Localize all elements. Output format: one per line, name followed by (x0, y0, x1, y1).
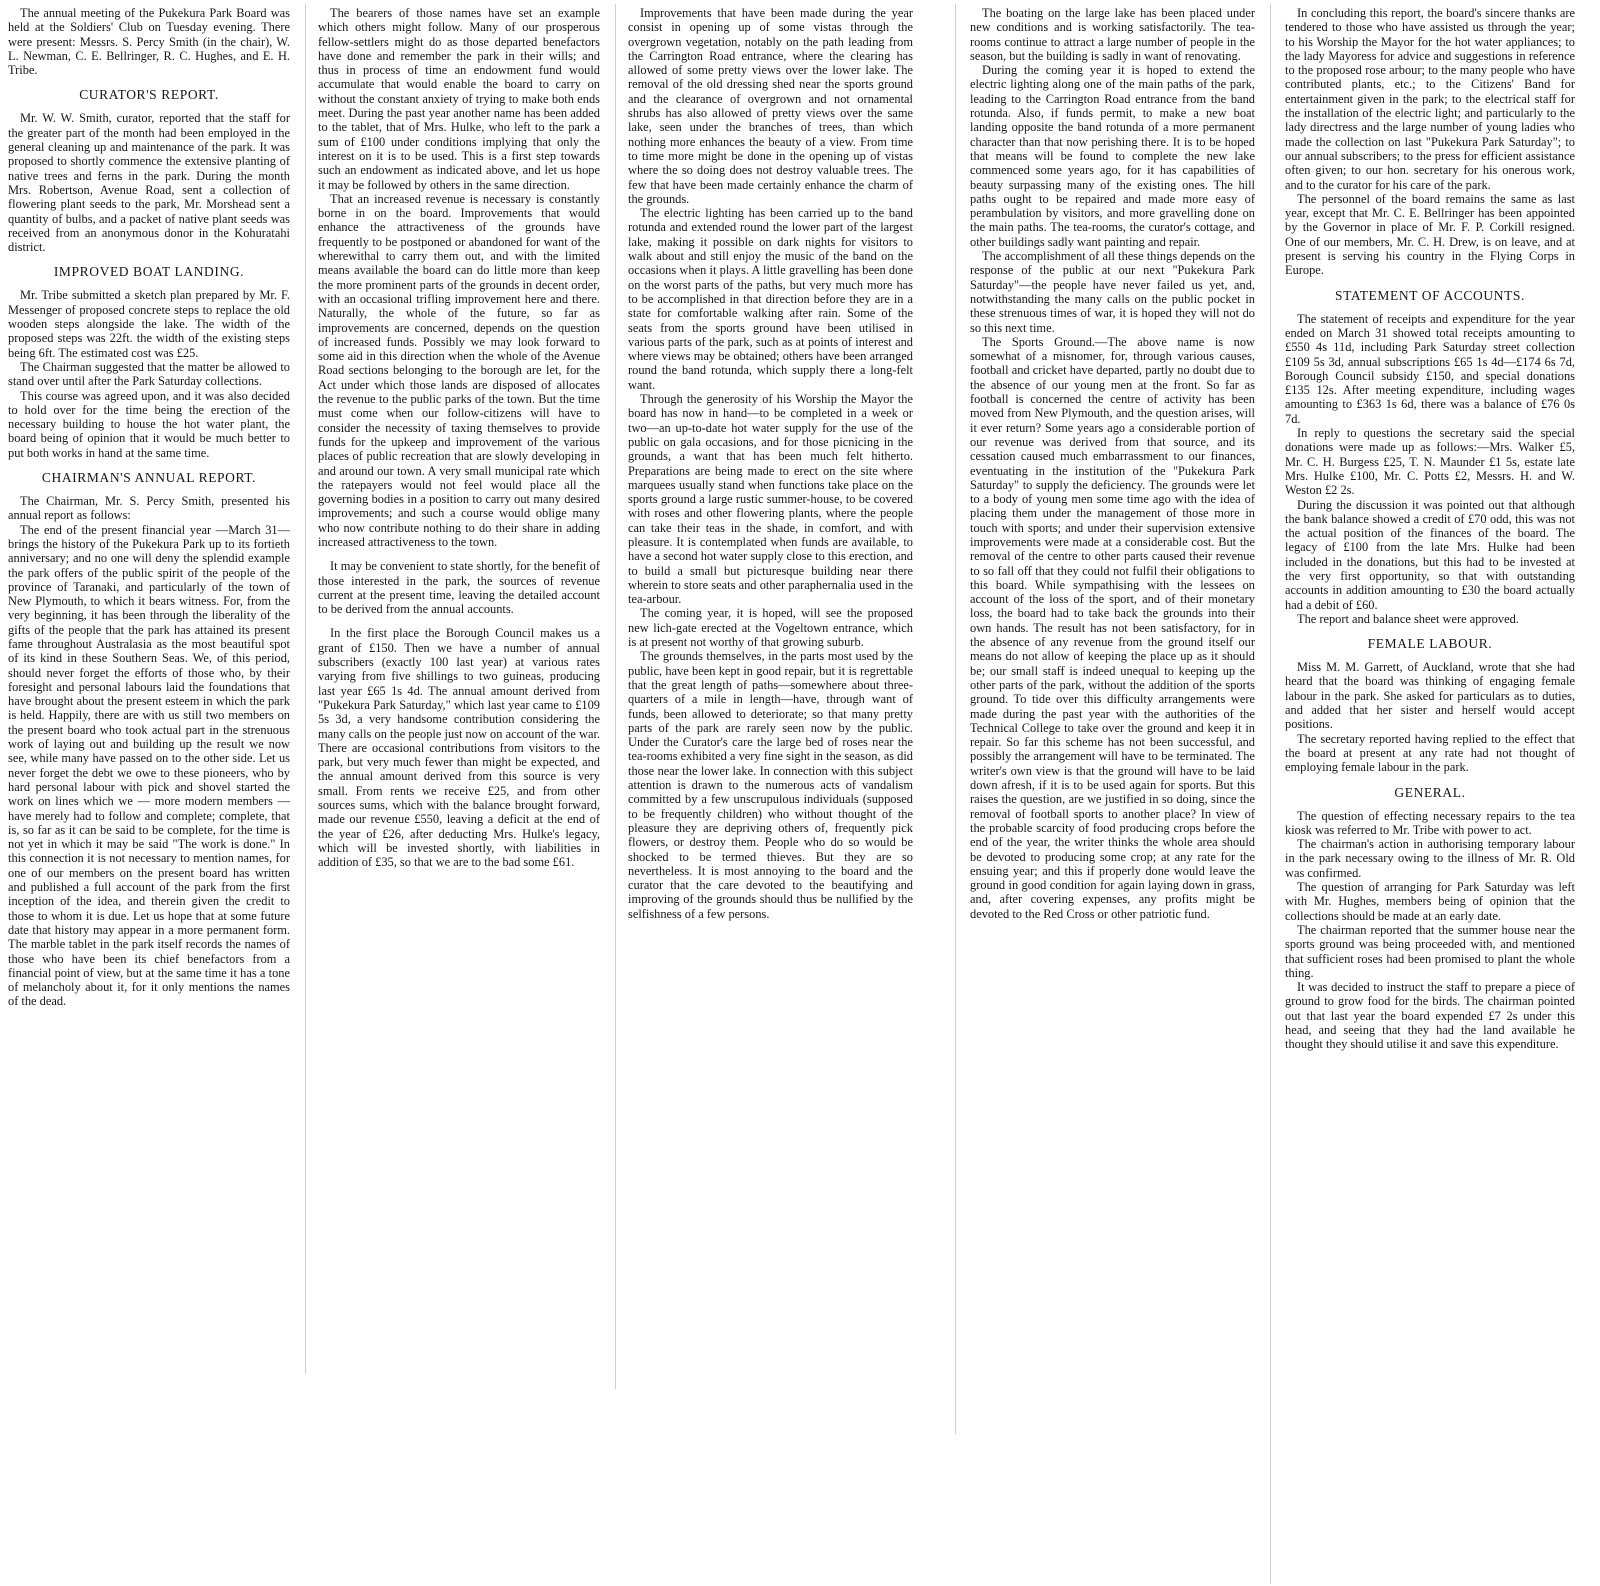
column-rule (1270, 4, 1271, 1584)
paragraph: It may be convenient to state shortly, for the benefit of those interested in the park, the sources of revenue current at the present time, leaving the detailed account to be derived from the annual accounts. (318, 559, 600, 617)
section-heading: IMPROVED BOAT LANDING. (53, 264, 245, 280)
paragraph: The Chairman suggested that the matter be allowed to stand over until after the Park Saturday collections. (8, 359, 290, 389)
paragraph: This course was agreed upon, and it was also decided to hold over for the time being the erection of the necessary building to house the hot water plant, the board being of opinion that it would be much better to put both works in hand at the same time. (8, 388, 290, 460)
section-heading: CHAIRMAN'S ANNUAL REPORT. (41, 470, 257, 486)
column-1 (8, 6, 290, 1009)
paragraph: The chairman's action in authorising temporary labour in the park necessary owing to the illness of Mr. R. Old was confirmed. (1285, 837, 1575, 880)
column-rule (305, 4, 306, 1374)
paragraph: The report and balance sheet were approved. (1297, 611, 1519, 626)
paragraph: The accomplishment of all these things depends on the response of the public at our next "Pukekura Park Saturday"—the people have never failed us yet, and, notwithstanding the many calls on the public pocket in these strenuous times of war, it is hoped they will not do so this next time. (970, 249, 1255, 335)
section-heading: FEMALE LABOUR. (1367, 636, 1493, 652)
paragraph: The end of the present financial year —March 31—brings the history of the Pukekura Park up to its fortieth anniversary; and no one will deny the splendid example the park offers of the public spirit of the people of the province of Taranaki, and particularly of the town of New Plymouth, to which it bears witness. For, from the very beginning, it has been through the liberality of the gifts of the people that the park has attained its present fame throughout Australasia as the most beautiful spot of its kind in these Southern Seas. We, of this period, should never forget the efforts of those who, by their foresight and personal labours laid the foundations that have brought about the present esteem in which the park is held. Happily, there are with us still two members on the present board who took actual part in the strenuous work of laying out and building up the result we now see, while many have passed on to the other side. Let us never forget the debt we owe to these pioneers, who by hard personal labour with pick and shovel started the work on lines which we — more modern members — have merely had to follow and complete; complete, that is, so far as it can be said to be complete, for the time is not yet in which it may be said "The work is done." In this connection it is not necessary to mention names, for one of our members on the present board has written and published a full account of the park from the first inception of the idea, and therein given the credit to those to whom it is due. Let us hope that at some future date that history may appear in a more permanent form. The marble tablet in the park itself records the names of those who have been its chief benefactors from a financial point of view, but at the same time it has a tone of melancholy about it, for it only mentions the names of the dead. (8, 522, 290, 1009)
paragraph: In concluding this report, the board's sincere thanks are tendered to those who have assisted us through the year; to his Worship the Mayor for the hot water appliances; to the lady Mayoress for advice and suggestions in reference to the proposed rose arbour; to the many people who have contributed plants, etc.; to the Citizens' Band for entertainment given in the park; to the electrical staff for the installation of the electric light; and particularly to the lady directress and the large number of young ladies who made the collection on last "Pukekura Park Saturday"; to our annual subscribers; to the press for efficient assistance often given; to our hon. secretary for his onerous work, and to the curator for his care of the park. (1285, 6, 1575, 192)
section-heading: STATEMENT OF ACCOUNTS. (1334, 287, 1526, 303)
paragraph: The Sports Ground.—The above name is now somewhat of a misnomer, for, through various causes, football and cricket have departed, partly no doubt due to the absence of our young men at the front. So far as football is concerned the centre of activity has been moved from New Plymouth, and the question arises, will it ever return? Some years ago a considerable portion of our revenue was derived from that source, and its cessation caused much embarrassment to our finances, eventuating in the institution of the "Pukekura Park Saturday" to supply the deficiency. The grounds were let to a body of young men some time ago with the idea of placing them under the management of those more in touch with sports; and under their supervision extensive improvements were made at a considerable cost. But the removal of the centre to other parts caused their revenue to so fall off that they could not fulfil their obligations to this board. While sympathising with the lessees on account of the loss of the sport, and of their monetary loss, the board had to take back the grounds into their own hands. The result has not been satisfactory, for in the absence of any revenue from the ground itself our means do not allow of keeping the place up as it should be; our small staff is indeed unequal to keeping up the other parts of the park, without the addition of the sports ground. To tide over this difficulty arrangements were made during the past year with the authorities of the Technical College to take over the ground and keep it in repair. So far this scheme has not been successful, and possibly the arrangement will have to be terminated. The writer's own view is that the ground will have to be laid down afresh, if it is to be used again for sports. But this raises the question, are we justified in so doing, since the removal of football sports to another place? In view of the probable scarcity of food producing crops before the end of the year, the writer thinks the whole area should be devoted to producing some crop; at any rate for the ensuing year; and this if properly done would leave the ground in good condition for again laying down in grass, and, after covering expenses, any profits might be devoted to the Red Cross or other patriotic fund. (970, 334, 1255, 921)
section-heading: CURATOR'S REPORT. (79, 87, 219, 103)
column-rule (955, 4, 956, 1434)
paragraph: The coming year, it is hoped, will see the proposed new lich-gate erected at the Vogeltown entrance, which is at present not worthy of that growing suburb. (628, 606, 913, 650)
paragraph: The bearers of those names have set an example which others might follow. Many of our prosperous fellow-settlers might do as those departed benefactors have done and remember the park in their wills; and thus in process of time an endowment fund would accumulate that would enable the board to carry on without the constant anxiety of trying to make both ends meet. During the past year another name has been added to the tablet, that of Mrs. Hulke, who left to the park a sum of £100 under conditions implying that only the interest on it is to be used. This is a first step towards such an endowment as indicated above, and let us hope it may be followed by others in the same direction. (318, 6, 600, 192)
paragraph: The question of effecting necessary repairs to the tea kiosk was referred to Mr. Tribe with power to act. (1285, 808, 1575, 837)
paragraph: The electric lighting has been carried up to the band rotunda and extended round the lower part of the largest lake, making it possible on dark nights for visitors to walk about and still enjoy the music of the band on the occasions when it plays. A little gravelling has been done on the worst parts of the paths, but very much more has to be accomplished in that direction before they are in a state for comfortable walking after rain. Some of the seats from the sports ground have been utilised in various parts of the park, such as at points of interest and where views may be obtained; others have been arranged round the band rotunda, which supply there a long-felt want. (628, 206, 913, 392)
paragraph: The secretary reported having replied to the effect that the board at present at any rate had not thought of employing female labour in the park. (1285, 731, 1575, 775)
paragraph: Mr. W. W. Smith, curator, reported that the staff for the greater part of the month had been employed in the general cleaning up and maintenance of the park. It was proposed to shortly commence the extensive planting of native trees and ferns in the park. During the month Mrs. Robertson, Avenue Road, sent a collection of flowering plant seeds to the park, Mr. Morshead sent a quantity of bulbs, and a packet of native plant seeds was received from an anonymous donor in the Kohuratahi district. (8, 111, 290, 255)
column-5 (1285, 6, 1575, 1052)
column-2 (318, 6, 600, 870)
paragraph: The grounds themselves, in the parts most used by the public, have been kept in good repair, but it is regrettable that the great length of paths—somewhere about three-quarters of a mile in length—have, through want of funds, been allowed to deteriorate; so that many pretty parts of the park are rarely seen now by the public. Under the Curator's care the large bed of roses near the tea-rooms exhibited a very fine sight in the season, as did those near the lower lake. In connection with this subject attention is drawn to the numerous acts of vandalism committed by a few unscrupulous individuals (supposed to be frequently children) who without thought of the pleasure they are depriving others of, frequently pick flowers, or destroy them. People who do so would be shocked to be termed thieves. But they are so nevertheless. It is most annoying to the board and the curator that the care devoted to the beautifying and improving of the grounds should thus be nullified by the selfishness of a few persons. (628, 649, 913, 921)
paragraph: In reply to questions the secretary said the special donations were made up as follows:—Mrs. Walker £5, Mr. C. H. Burgess £25, T. N. Maunder £1 5s, estate late Mrs. Hulke £100, Mr. C. Potts £2, Messrs. H. and W. Weston £2 2s. (1285, 426, 1575, 498)
column-4 (970, 6, 1255, 921)
column-rule (615, 4, 616, 1389)
paragraph: During the coming year it is hoped to extend the electric lighting along one of the main paths of the park, leading to the Carrington Road entrance from the band rotunda. Also, if funds permit, to make a new boat landing opposite the band rotunda of a more permanent character than that now perishing there. It is to be hoped that means will be found to complete the new lake commenced some years ago, for it has capabilities of beauty surpassing many of the existing ones. The hill paths ought to be repaired and made more easy of perambulation by visitors, and more gravelling done on the main paths. The tea-rooms, the curator's cottage, and other buildings sadly want painting and repair. (970, 63, 1255, 249)
paragraph: The chairman reported that the summer house near the sports ground was being proceeded with, and mentioned that sufficient roses had been promised to plant the whole thing. (1285, 922, 1575, 980)
paragraph: Improvements that have been made during the year consist in opening up of some vistas through the overgrown vegetation, notably on the path leading from the Carrington Road entrance, where the clearing has allowed of some pretty views over the lower lake. The removal of the old dressing shed near the sports ground and the clearance of overgrown and not ornamental shrubs has also allowed of pretty views over the same lake, seen under the branches of trees, than which nothing more enhances the beauty of a view. From time to time more might be done in the opening up of vistas where the so doing does not destroy valuable trees. The few that have been made certainly enhance the charm of the grounds. (628, 6, 913, 206)
paragraph: In the first place the Borough Council makes us a grant of £150. Then we have a number of annual subscribers (exactly 100 last year) at various rates varying from five shillings to two guineas, producing last year £65 1s 4d. The annual amount derived from "Pukekura Park Saturday," which last year came to £109 5s 3d, a very handsome contribution considering the many calls on the people just now on account of the war. There are occasional contributions from visitors to the park, but very much fewer than might be expected, and the annual amount derived from this source is very small. From rents we receive £25, and from other sources sums, which with the balance brought forward, made our revenue £550, leaving a deficit at the end of the year of £26, after deducting Mrs. Hulke's legacy, which will be invested shortly, with liabilities in addition of £35, so that we are to the bad some £61. (318, 626, 600, 870)
paragraph: The personnel of the board remains the same as last year, except that Mr. C. E. Bellringer has been appointed by the Governor in place of Mr. F. P. Corkill resigned. One of our members, Mr. C. H. Drew, is on leave, and at present is serving his country in the Flying Corps in Europe. (1285, 191, 1575, 278)
paragraph: The question of arranging for Park Saturday was left with Mr. Hughes, members being of opinion that the collections should be made at an early date. (1285, 880, 1575, 923)
paragraph: The Chairman, Mr. S. Percy Smith, presented his annual report as follows: (8, 494, 290, 523)
paragraph: Miss M. M. Garrett, of Auckland, wrote that she had heard that the board was thinking of engaging female labour in the park. She asked for particulars as to duties, and added that her sister and herself would accept positions. (1285, 660, 1575, 732)
column-3 (628, 6, 913, 921)
paragraph: Through the generosity of his Worship the Mayor the board has now in hand—to be completed in a week or two—an up-to-date hot water supply for the use of the public on gala occasions, and for those picnicing in the grounds, a want that has been much felt hitherto. Preparations are being made to erect on the site where marquees usually stand when functions take place on the sports ground a large rustic summer-house, to be covered with roses and other flowering plants, where the people can take their teas in the shade, in comfort, and with pleasure. It is contemplated when funds are available, to have a second hot water supply close to this erection, and to build a small but picturesque building near there wherein to store seats and other paraphernalia used in the tea-arbour. (628, 392, 913, 607)
paragraph: Mr. Tribe submitted a sketch plan prepared by Mr. F. Messenger of proposed concrete steps to replace the old wooden steps alongside the lake. The width of the proposed steps was 22ft. the width of the existing steps being 6ft. The estimated cost was £25. (8, 288, 290, 360)
section-heading: GENERAL. (1394, 784, 1466, 800)
paragraph: The statement of receipts and expenditure for the year ended on March 31 showed total receipts amounting to £550 4s 11d, including Park Saturday street collection £109 5s 3d, annual subscriptions £65 1s 4d—£174 6s 7d, Borough Council subsidy £150, and special donations £135 12s. After meeting expenditure, including wages amounting to £363 1s 6d, there was a balance of £76 0s 7d. (1285, 311, 1575, 426)
paragraph: The annual meeting of the Pukekura Park Board was held at the Soldiers' Club on Tuesday evening. There were present: Messrs. S. Percy Smith (in the chair), W. L. Newman, C. E. Bellringer, R. C. Hughes, and E. H. Tribe. (8, 6, 290, 78)
paragraph: During the discussion it was pointed out that although the bank balance showed a credit of £70 odd, this was not the actual position of the finances of the board. The legacy of £100 from the late Mrs. Hulke had been included in the donations, but this had to be invested at the very first opportunity, so that with outstanding accounts in addition amounting to £30 the board actually had a debit of £60. (1285, 497, 1575, 612)
paragraph: The boating on the large lake has been placed under new conditions and is working satisfactorily. The tea-rooms continue to attract a large number of people in the season, but the building is sadly in want of renovating. (970, 6, 1255, 63)
paragraph: It was decided to instruct the staff to prepare a piece of ground to grow food for the birds. The chairman pointed out that last year the board expended £7 2s under this head, and seeing that they had the land available he thought they should utilise it and save this expenditure. (1285, 980, 1575, 1052)
paragraph: That an increased revenue is necessary is constantly borne in on the board. Improvements that would enhance the attractiveness of the grounds have frequently to be postponed or abandoned for want of the wherewithal to carry them out, and with the limited means available the board can do little more than keep the more prominent parts of the grounds in decent order, with an occasional trifling improvement here and there. Naturally, the whole of the future, so far as improvements are concerned, depends on the question of increased funds. Possibly we may look forward to some aid in this direction when the whole of the Avenue Road sections belonging to the borough are let, for the Act under which those lands are disposed of allocates the revenue to the public parks of the town. But the time must come when our follow-citizens will have to consider the necessity of taxing themselves to provide funds for the upkeep and improvement of the various places of public recreation that are slowly developing in and around our town. A very small municipal rate which the ratepayers would not feel would place all the governing bodies in a position to carry out many desired improvements; and such a course would oblige many who now contribute nothing to do their share in adding increased attractiveness to the town. (318, 191, 600, 549)
